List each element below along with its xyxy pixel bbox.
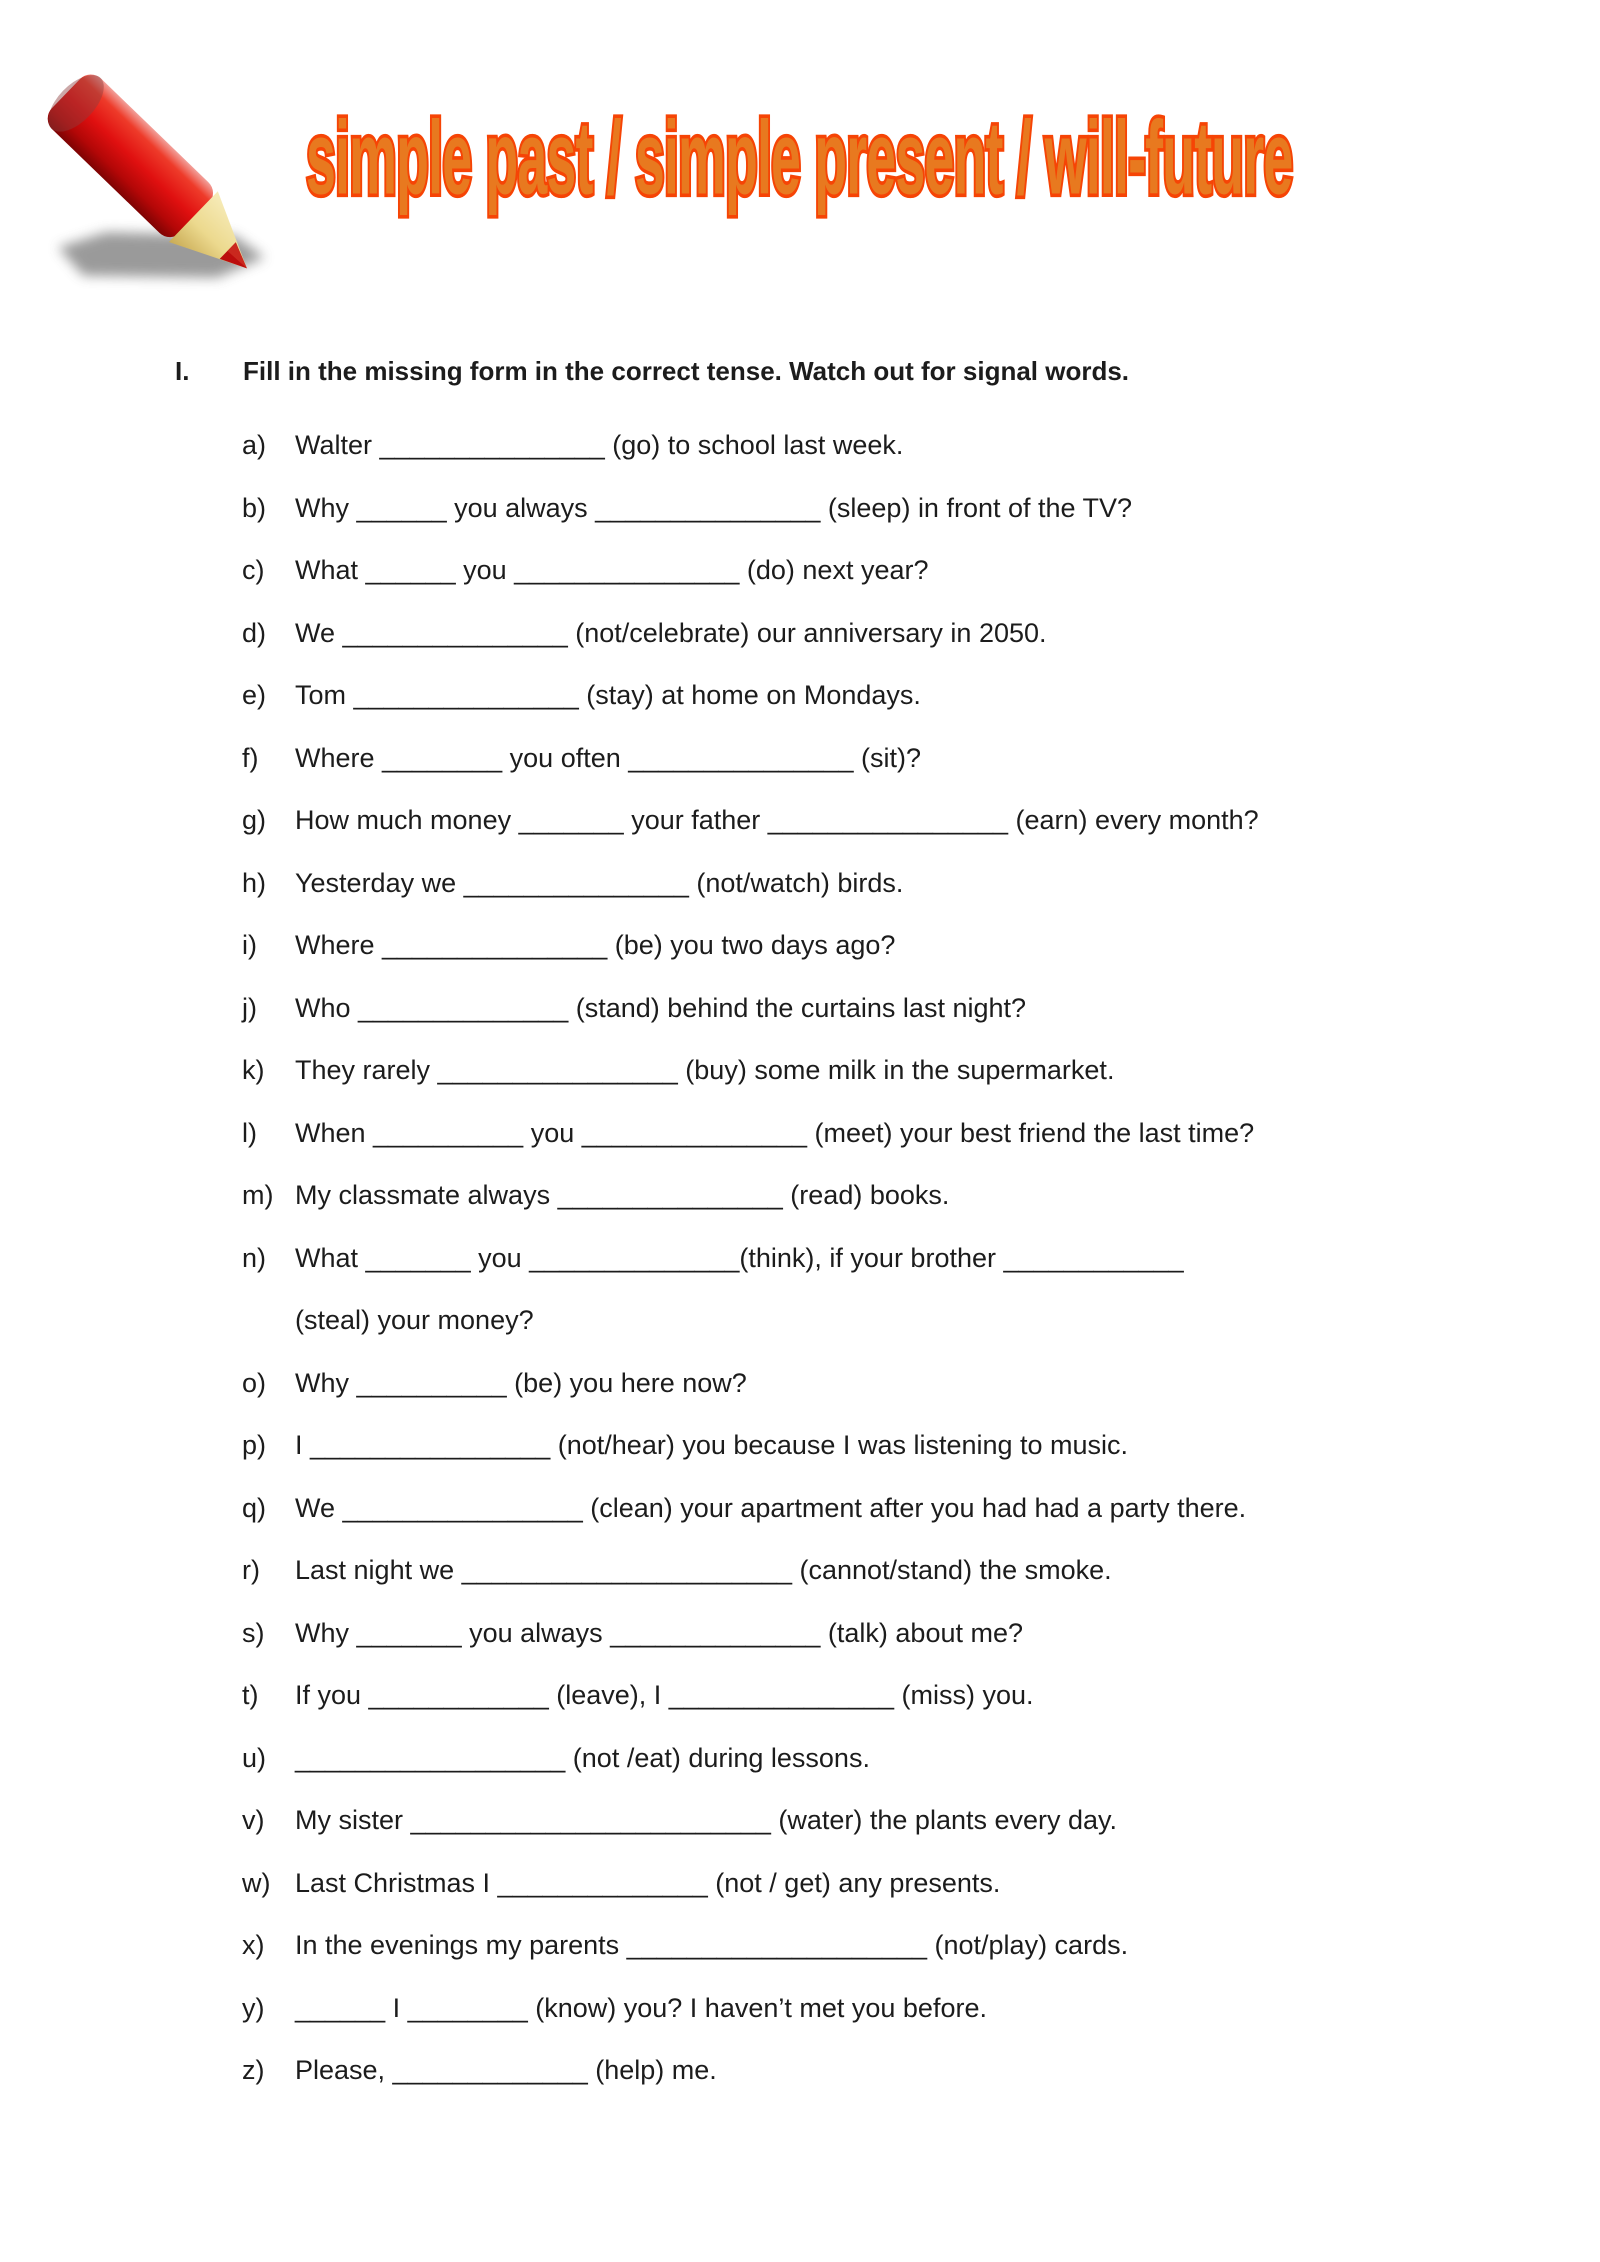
item-text: When __________ you _______________ (meet) your best friend the last time? [295, 1117, 1255, 1148]
item-label: y) [242, 1992, 265, 2023]
exercise-item-x [0, 1914, 1600, 1977]
item-text: Why _______ you always ______________ (talk) about me? [295, 1617, 1023, 1648]
exercise-item-h [0, 852, 1600, 915]
item-text: Who ______________ (stand) behind the curtains last night? [295, 992, 1027, 1023]
item-text: What ______ you _______________ (do) next year? [295, 555, 929, 585]
item-text: We ________________ (clean) your apartment after you had had a party there. [295, 1492, 1247, 1523]
exercise-item-m [0, 1164, 1600, 1227]
item-text: Yesterday we _______________ (not/watch) birds. [295, 867, 904, 898]
item-text: Why ______ you always _______________ (sleep) in front of the TV? [295, 492, 1133, 523]
item-label: p) [242, 1430, 267, 1460]
item-label: s) [242, 1617, 265, 1648]
item-label: x) [242, 1930, 265, 1960]
item-text: They rarely ________________ (buy) some milk in the supermarket. [295, 1055, 1115, 1085]
item-label: h) [242, 867, 267, 898]
exercise-item-k [0, 1039, 1600, 1102]
item-text: ______ I ________ (know) you? I haven’t met you before. [295, 1992, 987, 2023]
item-label: j) [242, 992, 257, 1023]
item-label: w) [242, 1867, 271, 1898]
item-label: e) [242, 680, 267, 710]
item-text: My sister ________________________ (water) the plants every day. [295, 1805, 1118, 1835]
item-label: a) [242, 430, 267, 460]
item-label: v) [242, 1805, 265, 1835]
item-text: (steal) your money? [295, 1305, 534, 1335]
exercise-item-z [0, 2039, 1600, 2102]
item-text: __________________ (not /eat) during lessons. [295, 1742, 870, 1773]
item-label: l) [242, 1117, 257, 1148]
item-label: r) [242, 1555, 260, 1585]
item-text: Walter _______________ (go) to school last week. [295, 430, 904, 460]
exercise-item-list [0, 414, 1600, 2102]
item-label: z) [242, 2055, 265, 2085]
item-text: I ________________ (not/hear) you because I was listening to music. [295, 1430, 1129, 1460]
item-text: Last Christmas I ______________ (not / get) any presents. [295, 1867, 1001, 1898]
exercise-item-p [0, 1414, 1600, 1477]
item-label: g) [242, 805, 267, 835]
exercise-item-e [0, 664, 1600, 727]
exercise-item-u [0, 1727, 1600, 1790]
item-text: Where ________ you often _______________ (sit)? [295, 742, 921, 773]
exercise-item-t [0, 1664, 1600, 1727]
exercise-item-v [0, 1789, 1600, 1852]
exercise-item-d [0, 602, 1600, 665]
item-text: Tom _______________ (stay) at home on Mondays. [295, 680, 921, 710]
item-text: Why __________ (be) you here now? [295, 1367, 747, 1398]
exercise-item-j [0, 977, 1600, 1040]
item-text: What _______ you ______________(think), if your brother ____________ [295, 1242, 1184, 1273]
item-text: My classmate always _______________ (read) books. [295, 1180, 950, 1210]
item-text: Last night we ______________________ (cannot/stand) the smoke. [295, 1555, 1112, 1585]
item-label: b) [242, 492, 267, 523]
exercise-item-n [0, 1227, 1600, 1290]
pencil-icon [28, 48, 340, 320]
item-label: k) [242, 1055, 265, 1085]
exercise-item-w [0, 1852, 1600, 1915]
item-label: u) [242, 1742, 267, 1773]
item-text: How much money _______ your father ________________ (earn) every month? [295, 805, 1259, 835]
item-label: c) [242, 555, 265, 585]
exercise-item-c [0, 539, 1600, 602]
exercise-item-q [0, 1477, 1600, 1540]
item-label: d) [242, 617, 267, 648]
exercise-item-o [0, 1352, 1600, 1415]
item-text: Where _______________ (be) you two days ago? [295, 930, 896, 960]
exercise-item-a [0, 414, 1600, 477]
exercise-item-n-continuation [0, 1289, 1600, 1352]
exercise-instruction-row [0, 340, 1600, 402]
item-label: i) [242, 930, 257, 960]
exercise-item-y [0, 1977, 1600, 2040]
item-label: t) [242, 1680, 259, 1710]
item-text: We _______________ (not/celebrate) our anniversary in 2050. [295, 617, 1047, 648]
exercise-number: I. [175, 356, 190, 386]
worksheet-title [306, 46, 1480, 218]
exercise-instruction: Fill in the missing form in the correct tense. Watch out for signal words. [243, 356, 1130, 386]
exercise-item-g [0, 789, 1600, 852]
exercise-item-i [0, 914, 1600, 977]
item-label: o) [242, 1367, 267, 1398]
item-label: f) [242, 742, 259, 773]
worksheet-title-text: simple past / simple present / will-future [306, 99, 1293, 217]
exercise-item-b [0, 477, 1600, 540]
exercise-item-r [0, 1539, 1600, 1602]
item-text: Please, _____________ (help) me. [295, 2055, 717, 2085]
exercise-item-f [0, 727, 1600, 790]
item-text: In the evenings my parents ____________________ (not/play) cards. [295, 1930, 1129, 1960]
item-text: If you ____________ (leave), I _______________ (miss) you. [295, 1680, 1034, 1710]
exercise-item-s [0, 1602, 1600, 1665]
item-label: q) [242, 1492, 267, 1523]
item-label: m) [242, 1180, 274, 1210]
item-label: n) [242, 1242, 267, 1273]
exercise-item-l [0, 1102, 1600, 1165]
